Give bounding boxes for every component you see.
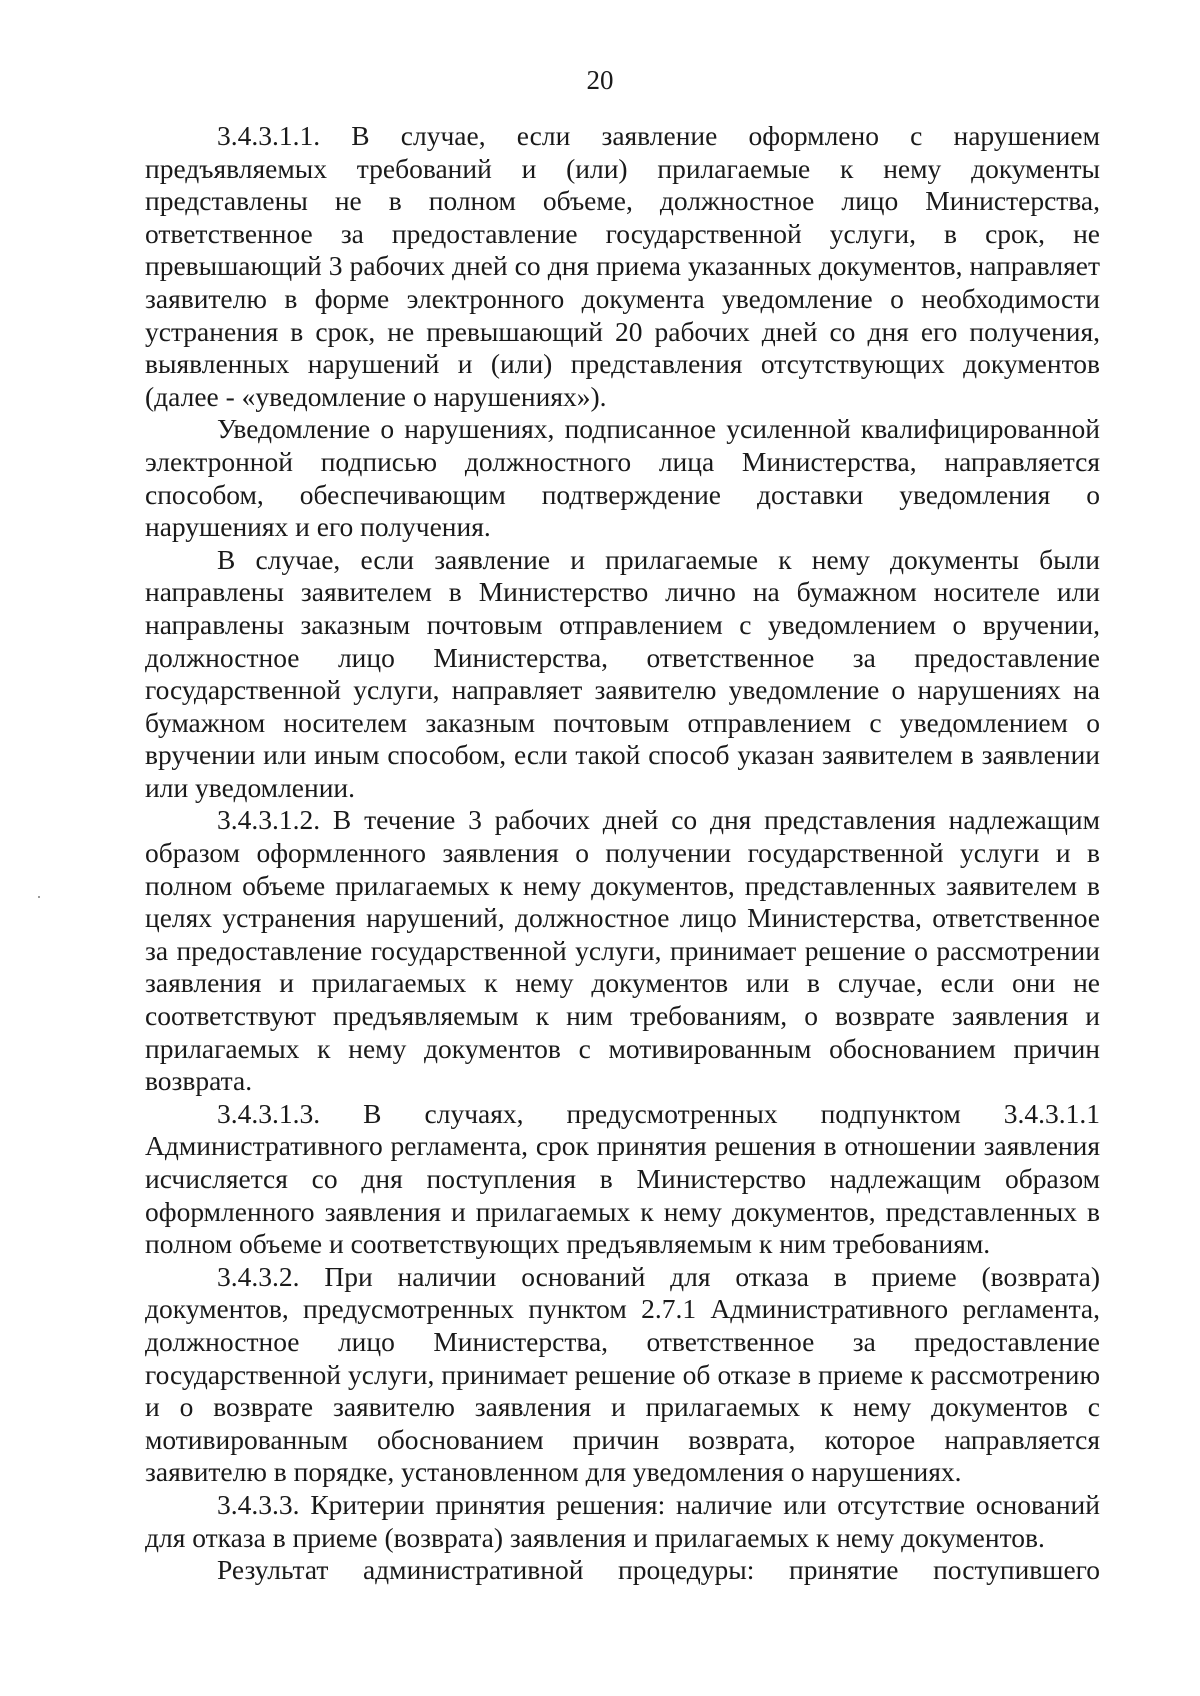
paragraph-result: Результат административной процедуры: принятие поступившего <box>217 1554 1100 1586</box>
paragraph-3-4-3-1-1: 3.4.3.1.1. В случае, если заявление оформлено с нарушением предъявляемых требований и (или) прилагаемые к нему документы представлены не в полном объеме, должностное лицо Министерства, ответственное за предоставление государственной услуги, в срок, не превышающий 3 рабочих дней со дня приема указанных документов, направляет заявителю в форме электронного документа уведомление о необходимости устранения в срок, не превышающий 20 рабочих дней со дня его получения, выявленных нарушений и (или) представления отсутствующих документов (далее - «уведомление о нарушениях»). <box>145 120 1100 412</box>
paragraph-3-4-3-1-3: 3.4.3.1.3. В случаях, предусмотренных подпунктом 3.4.3.1.1 Административного регламента, срок принятия решения в отношении заявления исчисляется со дня поступления в Министерство надлежащим образом оформленного заявления и прилагаемых к нему документов, представленных в полном объеме и соответствующих предъявляемым к ним требованиям. <box>145 1097 1100 1260</box>
paragraph-paper-submission: В случае, если заявление и прилагаемые к нему документы были направлены заявителем в Министерство лично на бумажном носителе или направлены заказным почтовым отправлением с уведомлением о вручении, должностное лицо Министерства, ответственное за предоставление государственной услуги, направляет заявителю уведомление о нарушениях на бумажном носителем заказным почтовым отправлением с уведомлением о вручении или иным способом, если такой способ указан заявителем в заявлении или уведомлении. <box>145 543 1100 803</box>
document-body <box>145 120 1100 1587</box>
page-number: 20 <box>586 65 614 95</box>
scan-speck <box>38 896 40 898</box>
paragraph-3-4-3-2: 3.4.3.2. При наличии оснований для отказа в приеме (возврата) документов, предусмотренных пунктом 2.7.1 Административного регламента, должностное лицо Министерства, ответственное за предоставление государственной услуги, принимает решение об отказе в приеме к рассмотрению и о возврате заявителю заявления и прилагаемых к нему документов с мотивированным обоснованием причин возврата, которое направляется заявителю в порядке, установленном для уведомления о нарушениях. <box>145 1260 1100 1488</box>
paragraph-3-4-3-3: 3.4.3.3. Критерии принятия решения: наличие или отсутствие оснований для отказа в приеме (возврата) заявления и прилагаемых к нему документов. <box>145 1488 1100 1553</box>
paragraph-3-4-3-1-2: 3.4.3.1.2. В течение 3 рабочих дней со дня представления надлежащим образом оформленного заявления о получении государственной услуги и в полном объеме прилагаемых к нему документов, представленных заявителем в целях устранения нарушений, должностное лицо Министерства, ответственное за предоставление государственной услуги, принимает решение о рассмотрении заявления и прилагаемых к нему документов или в случае, если они не соответствуют предъявляемым к ним требованиям, о возврате заявления и прилагаемых к нему документов с мотивированным обоснованием причин возврата. <box>145 804 1100 1097</box>
paragraph-notification-signature: Уведомление о нарушениях, подписанное усиленной квалифицированной электронной подписью должностного лица Министерства, направляется способом, обеспечивающим подтверждение доставки уведомления о нарушениях и его получения. <box>145 413 1100 543</box>
